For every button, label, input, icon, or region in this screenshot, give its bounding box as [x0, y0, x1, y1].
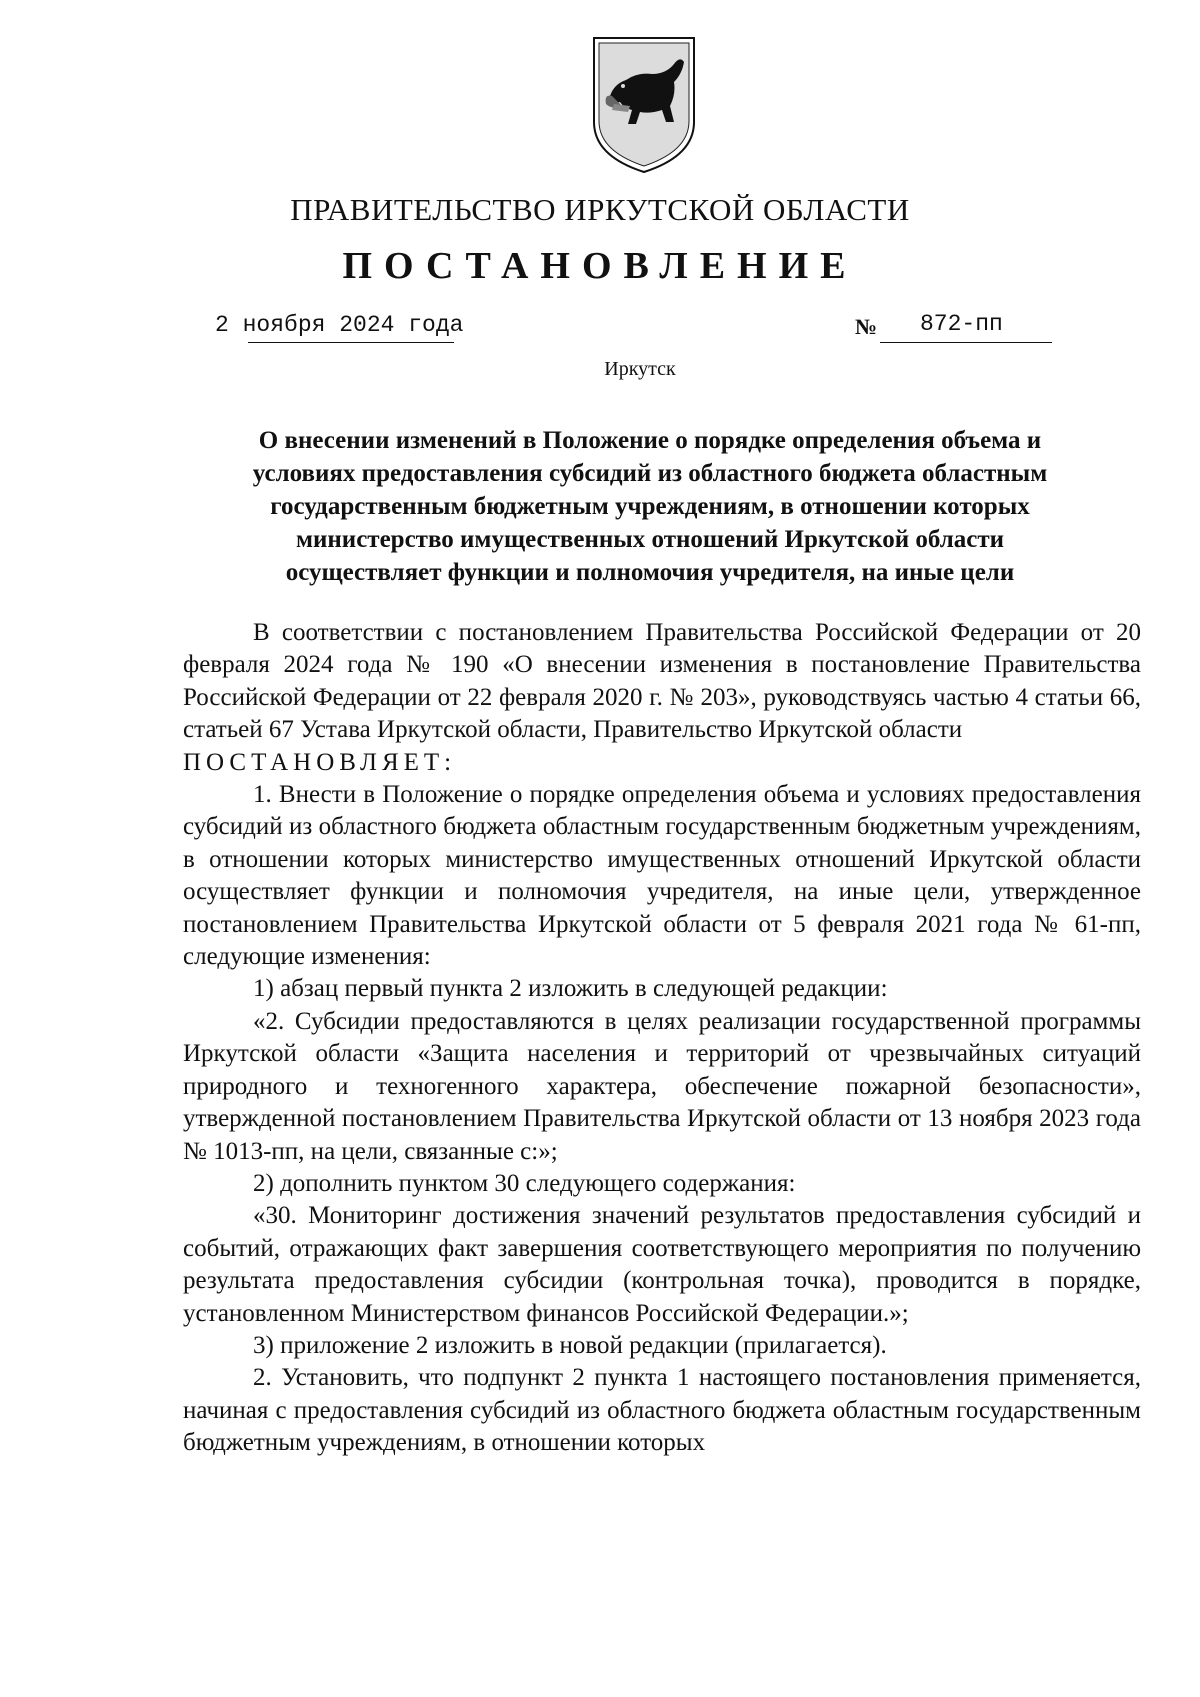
title-line: условиях предоставления субсидий из областного бюджета областным: [252, 460, 1048, 487]
title-line: государственным бюджетным учреждениям, в отношении которых: [270, 493, 1030, 520]
subclause-1-2: 2) дополнить пунктом 30 следующего содержания:: [253, 1169, 796, 1197]
title-line: О внесении изменений в Положение о порядке определения объема и: [258, 427, 1042, 454]
document-date: 2 ноября 2024 года: [215, 312, 464, 338]
resolves-word: ПОСТАНОВЛЯЕТ:: [183, 748, 457, 776]
preamble: В соответствии с постановлением Правительства Российской Федерации от 20 февраля 2024 года № 190 «О внесении изменения в постановление Правительства Российской Федерации от 22 февраля 2020 г. № 203», руководствуясь частью 4 статьи 66, статьей 67 Устава Иркутской области, Правительство Иркутской области: [183, 619, 1141, 744]
subclause-1-2-quote: «30. Мониторинг достижения значений результатов предоставления субсидий и событий, отражающих факт завершения соответствующего мероприятия по получению результата предоставления субсидии (контрольная точка), проводится в порядке, установленном Министерством финансов Российской Федерации.»;: [183, 1202, 1141, 1327]
subclause-1-1: 1) абзац первый пункта 2 изложить в следующей редакции:: [253, 975, 888, 1003]
clause-2: 2. Установить, что подпункт 2 пункта 1 настоящего постановления применяется, начиная с предоставления субсидий из областного бюджета областным государственным бюджетным учреждениям, в отношении которых: [183, 1364, 1141, 1457]
clause-1: 1. Внести в Положение о порядке определения объема и условиях предоставления субсидий из областного бюджета областным государственным бюджетным учреждениям, в отношении которых министерство имущественных отношений Иркутской области осуществляет функции и полномочия учредителя, на иные цели, утвержденное постановлением Правительства Иркутской области от 5 февраля 2021 года № 61-пп, следующие изменения:: [183, 781, 1141, 971]
subclause-1-3: 3) приложение 2 изложить в новой редакции (прилагается).: [253, 1331, 887, 1359]
subclause-1-1-quote: «2. Субсидии предоставляются в целях реализации государственной программы Иркутской области «Защита населения и территорий от чрезвычайных ситуаций природного и техногенного характера, обеспечение пожарной безопасности», утвержденной постановлением Правительства Иркутской области от 13 ноября 2023 года № 1013-пп, на цели, связанные с:»;: [183, 1007, 1141, 1165]
document-type: ПОСТАНОВЛЕНИЕ: [342, 245, 858, 287]
number-underline: [880, 342, 1052, 343]
irkutsk-coat-of-arms-icon: [590, 34, 698, 176]
document-title: [180, 424, 1120, 589]
document-body: [183, 617, 1141, 1460]
document-number: 872-пп: [920, 311, 1003, 337]
city: Иркутск: [604, 358, 676, 380]
title-line: министерство имущественных отношений Иркутской области: [295, 526, 1005, 553]
government-name: ПРАВИТЕЛЬСТВО ИРКУТСКОЙ ОБЛАСТИ: [290, 192, 910, 227]
number-sign: №: [855, 314, 878, 339]
date-underline: [248, 342, 454, 343]
title-line: осуществляет функции и полномочия учредителя, на иные цели: [285, 559, 1015, 586]
